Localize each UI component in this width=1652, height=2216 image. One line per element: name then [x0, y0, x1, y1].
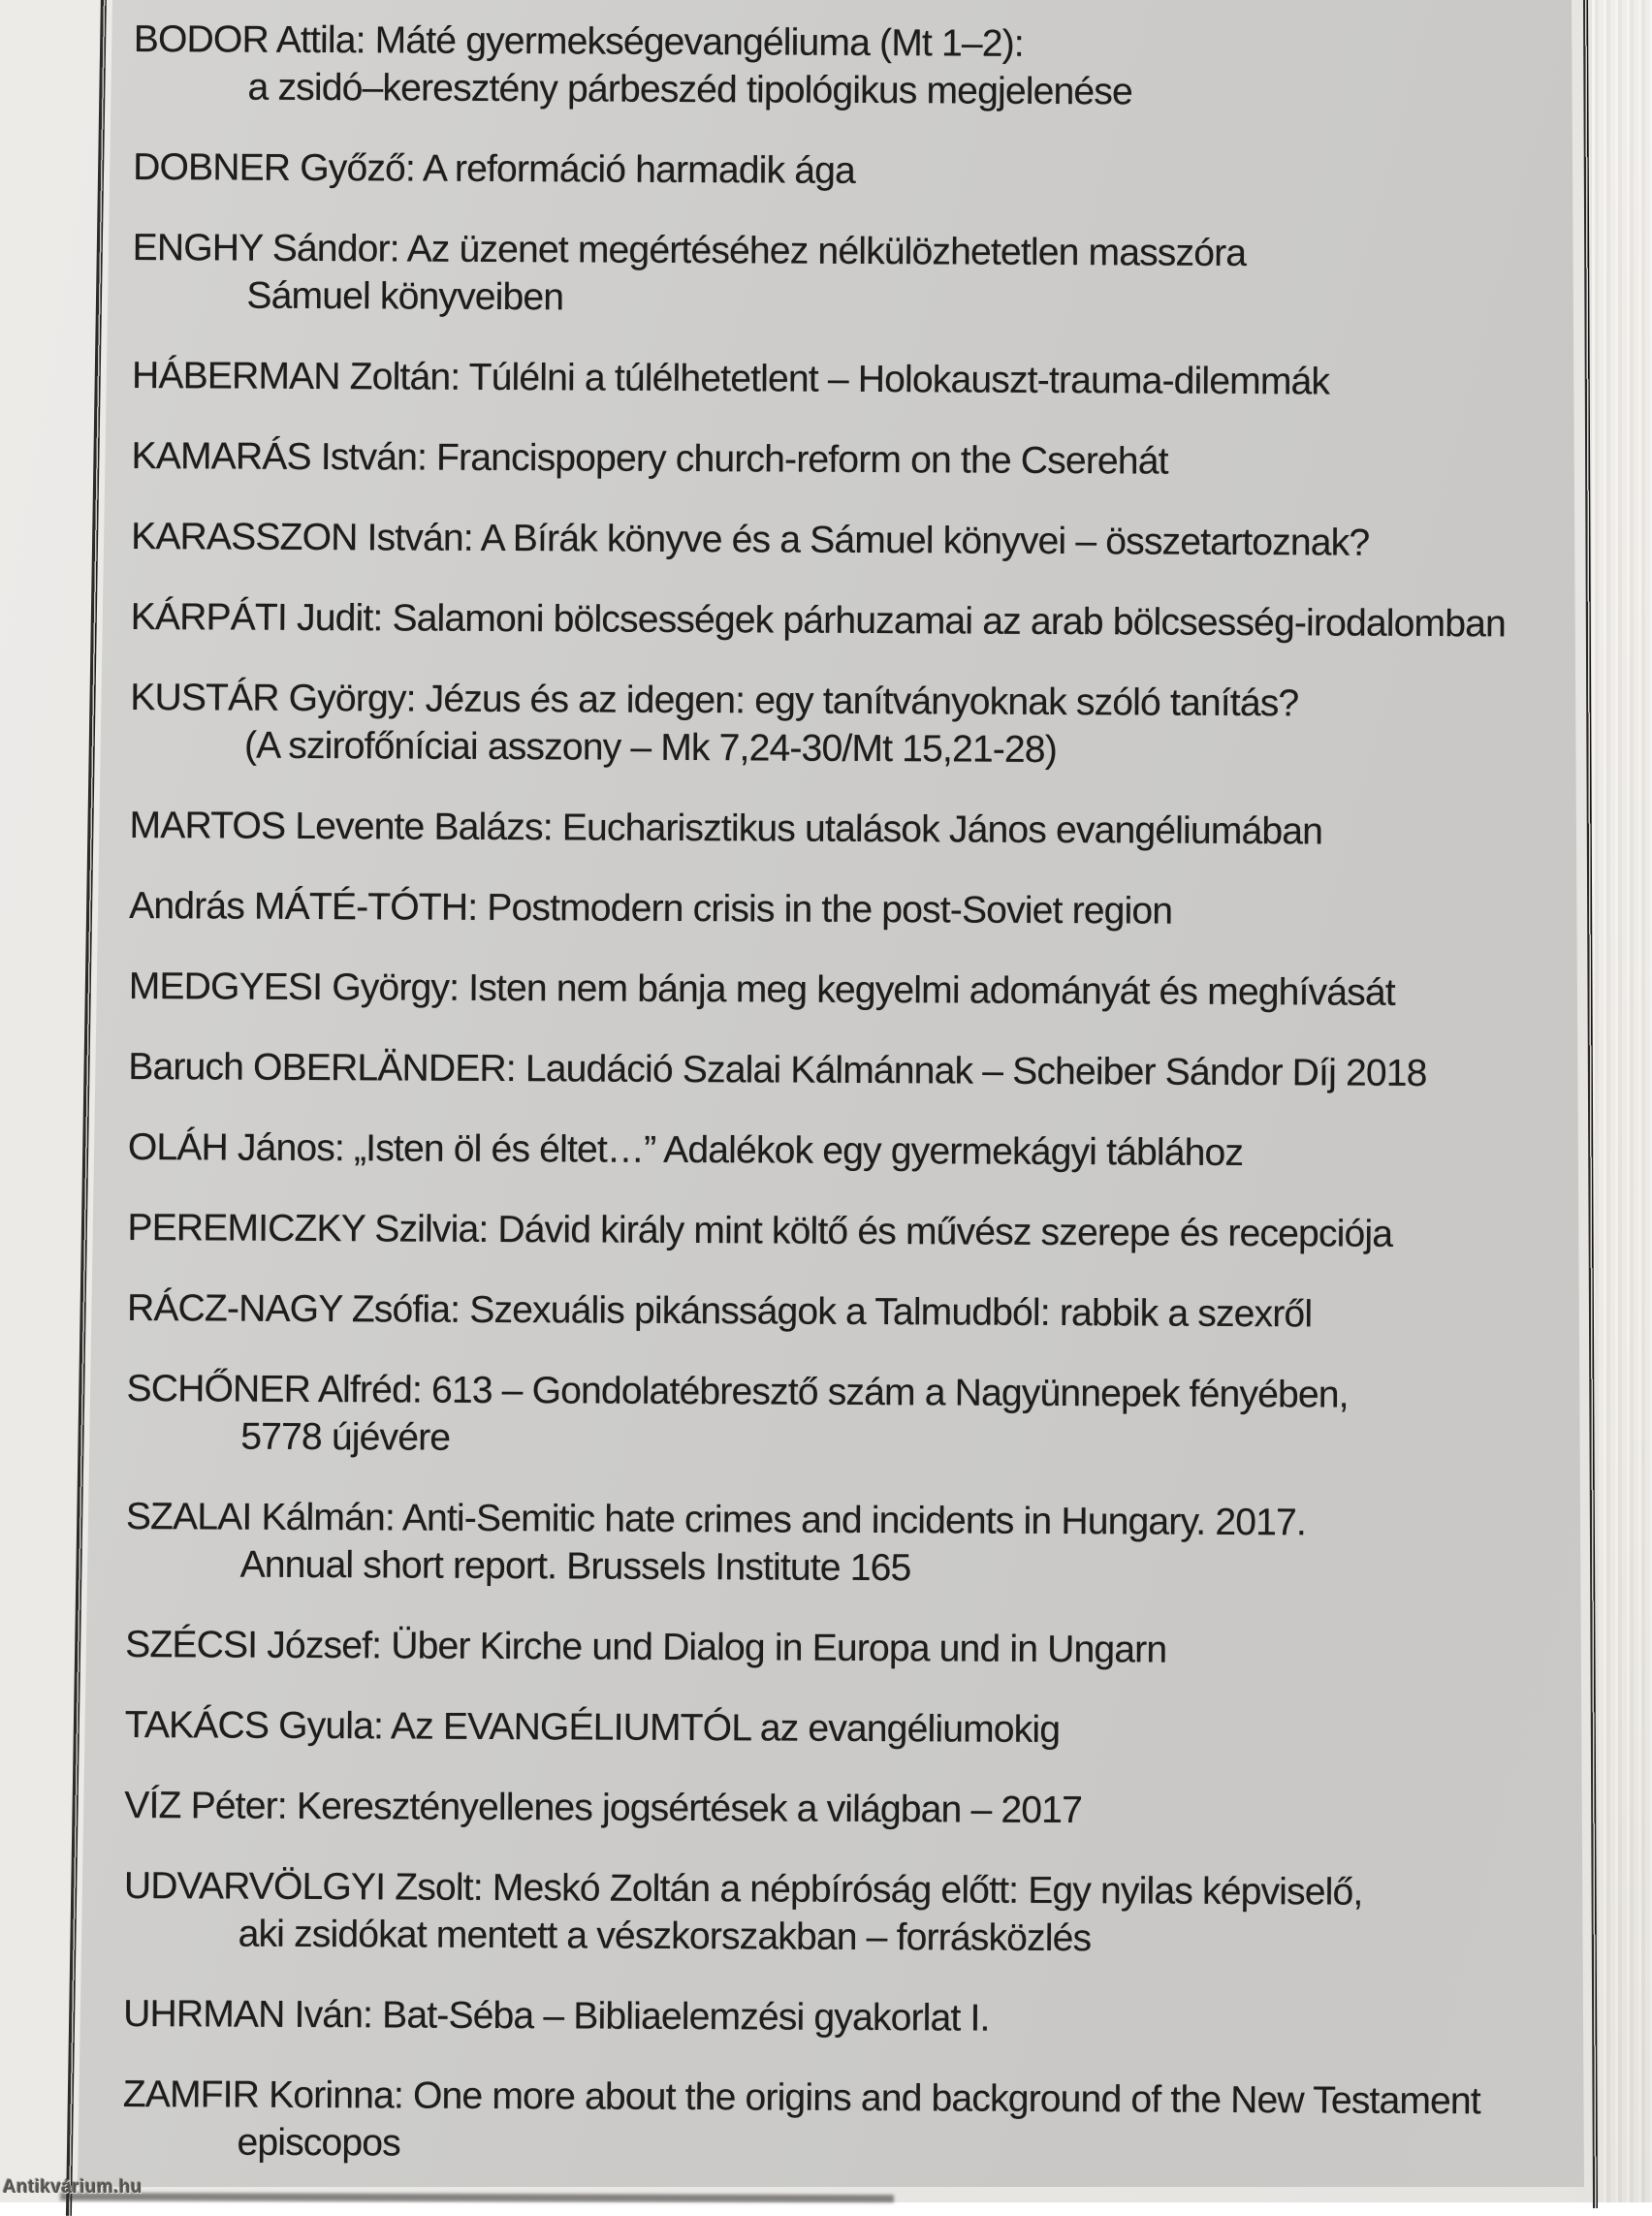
entry-line-continuation: a zsidó–keresztény párbeszéd tipológikus megjelenése	[133, 63, 1568, 118]
entry-line-continuation: episcopos	[122, 2118, 1557, 2173]
toc-entry	[123, 1990, 1558, 2045]
entry-line: SZALAI Kálmán: Anti-Semitic hate crimes and incidents in Hungary. 2017.	[126, 1493, 1561, 1548]
toc-entry	[122, 2071, 1557, 2173]
table-of-contents	[122, 16, 1569, 2206]
toc-entry	[132, 224, 1567, 327]
toc-entry	[131, 513, 1566, 568]
toc-entry	[126, 1493, 1561, 1596]
toc-entry	[130, 674, 1565, 776]
toc-entry	[127, 1204, 1562, 1259]
entry-line: SCHŐNER Alfréd: 613 – Gondolatébresztő szám a Nagyünnepek fényében,	[126, 1365, 1561, 1420]
entry-line-continuation: Sámuel könyveiben	[132, 271, 1567, 327]
entry-line: SZÉCSI József: Über Kirche und Dialog in Europa und in Ungarn	[125, 1621, 1560, 1676]
entry-line: BODOR Attila: Máté gyermekségevangéliuma (Mt 1–2):	[134, 16, 1569, 71]
antikvarium-watermark: Antikvárium.hu	[3, 2177, 143, 2199]
entry-line: UDVARVÖLGYI Zsolt: Meskó Zoltán a népbíróság előtt: Egy nyilas képviselő,	[124, 1862, 1559, 1917]
entry-line-continuation: aki zsidókat mentett a vészkorszakban – forrásközlés	[124, 1910, 1559, 1965]
entry-line: KAMARÁS István: Francispopery church-reform on the Cserehát	[131, 432, 1566, 488]
toc-entry	[129, 882, 1564, 937]
entry-line: ZAMFIR Korinna: One more about the origins and background of the New Testament	[123, 2071, 1558, 2126]
entry-line: KUSTÁR György: Jézus és az idegen: egy tanítványoknak szóló tanítás?	[130, 674, 1565, 729]
entry-line: KARASSZON István: A Bírák könyve és a Sámuel könyvei – összetartoznak?	[131, 513, 1566, 568]
entry-line: Baruch OBERLÄNDER: Laudáció Szalai Kálmánnak – Scheiber Sándor Díj 2018	[128, 1043, 1563, 1098]
toc-entry	[124, 1862, 1559, 1965]
toc-entry	[126, 1365, 1561, 1468]
entry-line: ENGHY Sándor: Az üzenet megértéséhez nélkülözhetetlen masszóra	[133, 224, 1568, 279]
entry-line: HÁBERMAN Zoltán: Túlélni a túlélhetetlent – Holokauszt-trauma-dilemmák	[132, 352, 1567, 407]
entry-line: VÍZ Péter: Keresztényellenes jogsértések a világban – 2017	[124, 1782, 1559, 1837]
toc-entry	[131, 432, 1566, 488]
entry-line: KÁRPÁTI Judit: Salamoni bölcsességek párhuzamai az arab bölcsesség-irodalomban	[131, 593, 1566, 649]
entry-line-continuation: Annual short report. Brussels Institute 165	[126, 1540, 1561, 1596]
entry-line: RÁCZ-NAGY Zsófia: Szexuális pikánsságok a Talmudból: rabbik a szexről	[127, 1284, 1562, 1340]
entry-line-continuation: (A szirofőníciai asszony – Mk 7,24-30/Mt 15,21-28)	[130, 721, 1565, 776]
entry-line: TAKÁCS Gyula: Az EVANGÉLIUMTÓL az evangéliumokig	[125, 1701, 1560, 1757]
toc-entry	[125, 1621, 1560, 1676]
book-edge-margin	[1592, 0, 1652, 2202]
entry-line: DOBNER Győző: A reformáció harmadik ága	[133, 143, 1568, 199]
toc-entry	[125, 1701, 1560, 1757]
toc-entry	[129, 802, 1564, 857]
entry-line: András MÁTÉ-TÓTH: Postmodern crisis in the post-Soviet region	[129, 882, 1564, 937]
toc-entry	[128, 1124, 1563, 1179]
entry-line: MEDGYESI György: Isten nem bánja meg kegyelmi adományát és meghívását	[129, 963, 1564, 1018]
toc-entry	[132, 352, 1567, 407]
toc-entry	[131, 593, 1566, 649]
entry-line: OLÁH János: „Isten öl és éltet…” Adalékok egy gyermekágyi táblához	[128, 1124, 1563, 1179]
toc-entry	[133, 16, 1568, 118]
toc-entry	[133, 143, 1568, 199]
entry-line: UHRMAN Iván: Bat-Séba – Bibliaelemzési gyakorlat I.	[123, 1990, 1558, 2045]
entry-line-continuation: 5778 újévére	[126, 1412, 1561, 1468]
toc-entry	[129, 963, 1564, 1018]
toc-entry	[127, 1284, 1562, 1340]
entry-line: PEREMICZKY Szilvia: Dávid király mint költő és művész szerepe és recepciója	[127, 1204, 1562, 1259]
toc-entry	[128, 1043, 1563, 1098]
toc-entry	[124, 1782, 1559, 1837]
entry-line: MARTOS Levente Balázs: Eucharisztikus utalások János evangéliumában	[129, 802, 1564, 857]
